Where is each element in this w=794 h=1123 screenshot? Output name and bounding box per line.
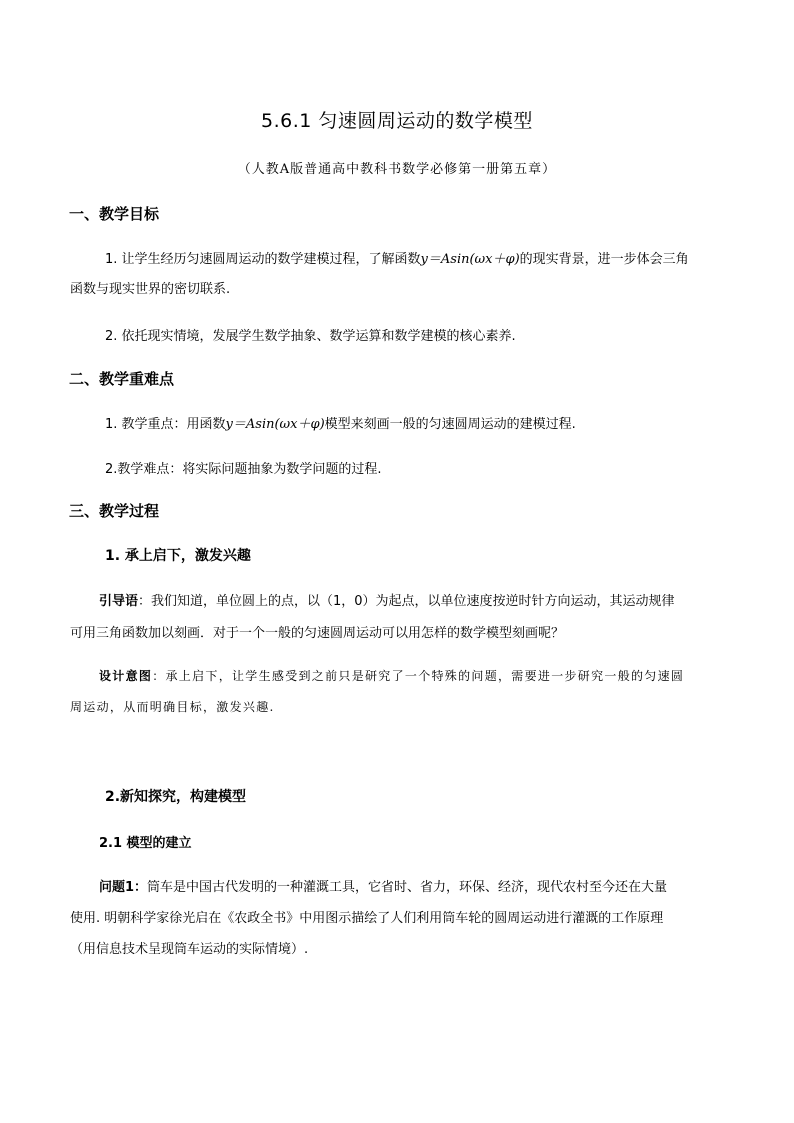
objective-item-1-text-post: 的现实背景，进一步体会三角 — [519, 252, 689, 267]
objective-item-2: 2. 依托现实情境，发展学生数学抽象、数学运算和数学建模的核心素养. — [105, 329, 516, 344]
design-intent-line-2: 周运动，从而明确目标，激发兴趣. — [70, 700, 275, 714]
key-point-item-1-text-post: 模型来刻画一般的匀速圆周运动的建模过程. — [324, 417, 576, 432]
objective-item-1-text-pre: 1. 让学生经历匀速圆周运动的数学建模过程，了解函数 — [105, 252, 421, 267]
question-1-line-2: 使用. 明朝科学家徐光启在《农政全书》中用图示描绘了人们利用筒车轮的圆周运动进行灌溉的工作原理 — [70, 911, 664, 926]
page-title: 5.6.1 匀速圆周运动的数学模型 — [261, 110, 533, 132]
lead-paragraph-line-2: 可用三角函数加以刻画．对于一个一般的匀速圆周运动可以用怎样的数学模型刻画呢？ — [70, 626, 565, 641]
key-point-item-2: 2.教学难点：将实际问题抽象为数学问题的过程. — [105, 462, 382, 477]
lead-label: 引导语 — [99, 594, 139, 609]
objective-item-1-line-2: 函数与现实世界的密切联系. — [70, 282, 231, 297]
design-intent-line-1 — [99, 667, 684, 684]
subsection-2-1-heading: 2.1 模型的建立 — [99, 836, 192, 851]
objective-item-1-formula: y＝Asin(ωx＋φ) — [420, 252, 520, 267]
key-point-item-1 — [105, 413, 576, 432]
lead-paragraph-line-1 — [99, 590, 675, 609]
lead-text-1: ：我们知道，单位圆上的点，以（1，0）为起点，以单位速度按逆时针方向运动，其运动规律 — [138, 594, 675, 609]
question-1-line-1 — [99, 876, 667, 895]
design-intent-text-1: ：承上启下，让学生感受到之前只是研究了一个特殊的问题，需要进一步研究一般的匀速圆 — [152, 669, 685, 683]
section-heading-key-points: 二、教学重难点 — [69, 370, 175, 388]
section-heading-objectives: 一、教学目标 — [69, 205, 160, 223]
design-intent-label: 设计意图 — [99, 669, 153, 683]
section-heading-process: 三、教学过程 — [69, 502, 160, 520]
page-subtitle: （人教A版普通高中教科书数学必修第一册第五章） — [237, 162, 557, 177]
question-1-line-3: （用信息技术呈现筒车运动的实际情境）. — [70, 942, 309, 957]
key-point-item-1-text-pre: 1. 教学重点：用函数 — [105, 417, 226, 432]
step-1-heading: 1. 承上启下，激发兴趣 — [105, 548, 251, 564]
question-1-text-1: 筒车是中国古代发明的一种灌溉工具，它省时、省力，环保、经济，现代农村至今还在大量 — [147, 880, 668, 895]
key-point-item-1-formula: y＝Asin(ωx＋φ) — [225, 417, 325, 432]
objective-item-1-line-1 — [105, 248, 689, 267]
step-2-heading: 2.新知探究，构建模型 — [105, 789, 247, 805]
question-1-label: 问题1： — [99, 880, 148, 895]
